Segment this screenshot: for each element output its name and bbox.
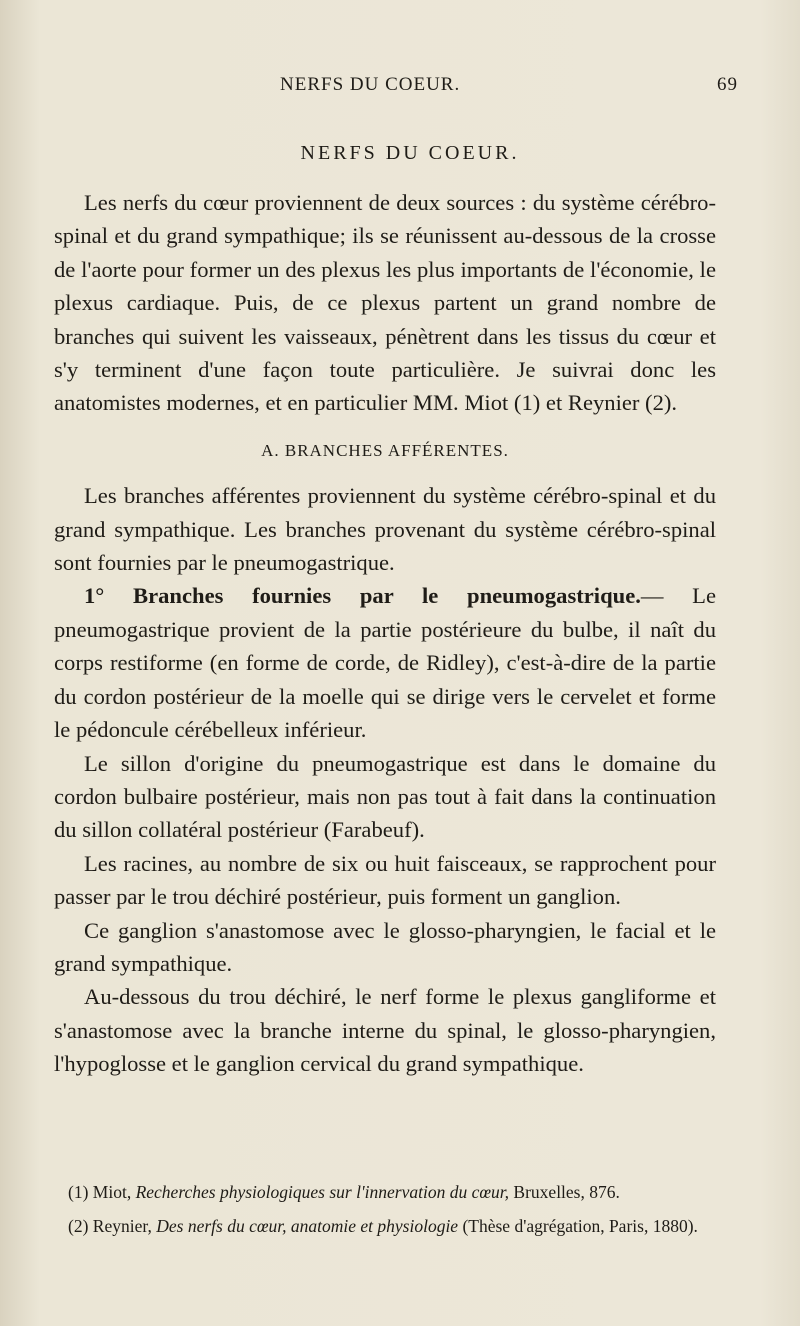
section-heading: A. BRANCHES AFFÉRENTES. bbox=[261, 440, 509, 460]
paragraph-racines: Les racines, au nombre de six ou huit faisceaux, se rapprochent pour passer par le trou déchiré postérieur, puis forment un ganglion. bbox=[54, 850, 716, 910]
footnote-1-author: (1) Miot, bbox=[68, 1182, 132, 1202]
footnote-2-author: (2) Reynier, bbox=[68, 1216, 152, 1236]
footnote-2 bbox=[54, 1214, 716, 1238]
intro-paragraph: Les nerfs du cœur proviennent de deux sources : du système cérébro-spinal et du grand sympathique; ils se réunissent au-dessous de la crosse de l'aorte pour former un des plexus les plus importants de l'économie, le plexus cardiaque. Puis, de ce plexus partent un grand nombre de branches qui suivent les vaisseaux, pénètrent dans les tissus du cœur et s'y terminent d'une façon toute particulière. Je suivrai donc les anatomistes modernes, et en particulier MM. Miot (1) et Reynier (2). bbox=[54, 190, 716, 416]
paragraph-sillon: Le sillon d'origine du pneumogastrique est dans le domaine du cordon bulbaire postérieur, mais non pas tout à fait dans la continuation du sillon collatéral postérieur (Farabeuf). bbox=[54, 750, 716, 843]
paragraph-bold-heading: 1° Branches fournies par le pneumogastrique. bbox=[84, 583, 641, 609]
paragraph-ganglion: Ce ganglion s'anastomose avec le glosso-pharyngien, le facial et le grand sympathique. bbox=[54, 917, 716, 976]
paragraph-plexus: Au-dessous du trou déchiré, le nerf forme le plexus gangliforme et s'anastomose avec la branche interne du spinal, le glosso-pharyngien, l'hypoglosse et le ganglion cervical du grand sympathique. bbox=[54, 984, 716, 1077]
chapter-title: NERFS DU COEUR. bbox=[300, 142, 520, 164]
footnote-1-title: Recherches physiologiques sur l'innervation du cœur, bbox=[135, 1182, 510, 1202]
running-head-title: NERFS DU COEUR. bbox=[280, 74, 461, 95]
footnote-2-details: (Thèse d'agrégation, Paris, 1880). bbox=[462, 1216, 698, 1236]
footnote-1-details: Bruxelles, 876. bbox=[513, 1182, 620, 1202]
paragraph-pneumogastric bbox=[54, 579, 716, 746]
paragraph-pneumogastric-text: — Le pneumogastrique provient de la partie postérieure du bulbe, il naît du corps restiforme (en forme de corde, de Ridley), c'est-à-dire de la partie du cordon postérieur de la moelle qui se dirige vers le cervelet et forme le pédoncule cérébelleux inférieur. bbox=[54, 583, 717, 743]
footnote-1 bbox=[54, 1180, 716, 1204]
running-head bbox=[280, 74, 738, 96]
body-text bbox=[54, 186, 716, 1081]
footnotes bbox=[54, 1180, 716, 1248]
paragraph-afferent-branches: Les branches afférentes proviennent du système cérébro-spinal et du grand sympathique. Les branches provenant du système cérébro-spinal sont fournies par le pneumogastrique. bbox=[54, 483, 716, 576]
footnote-2-title: Des nerfs du cœur, anatomie et physiologie bbox=[156, 1216, 459, 1236]
page-number: 69 bbox=[717, 74, 738, 95]
